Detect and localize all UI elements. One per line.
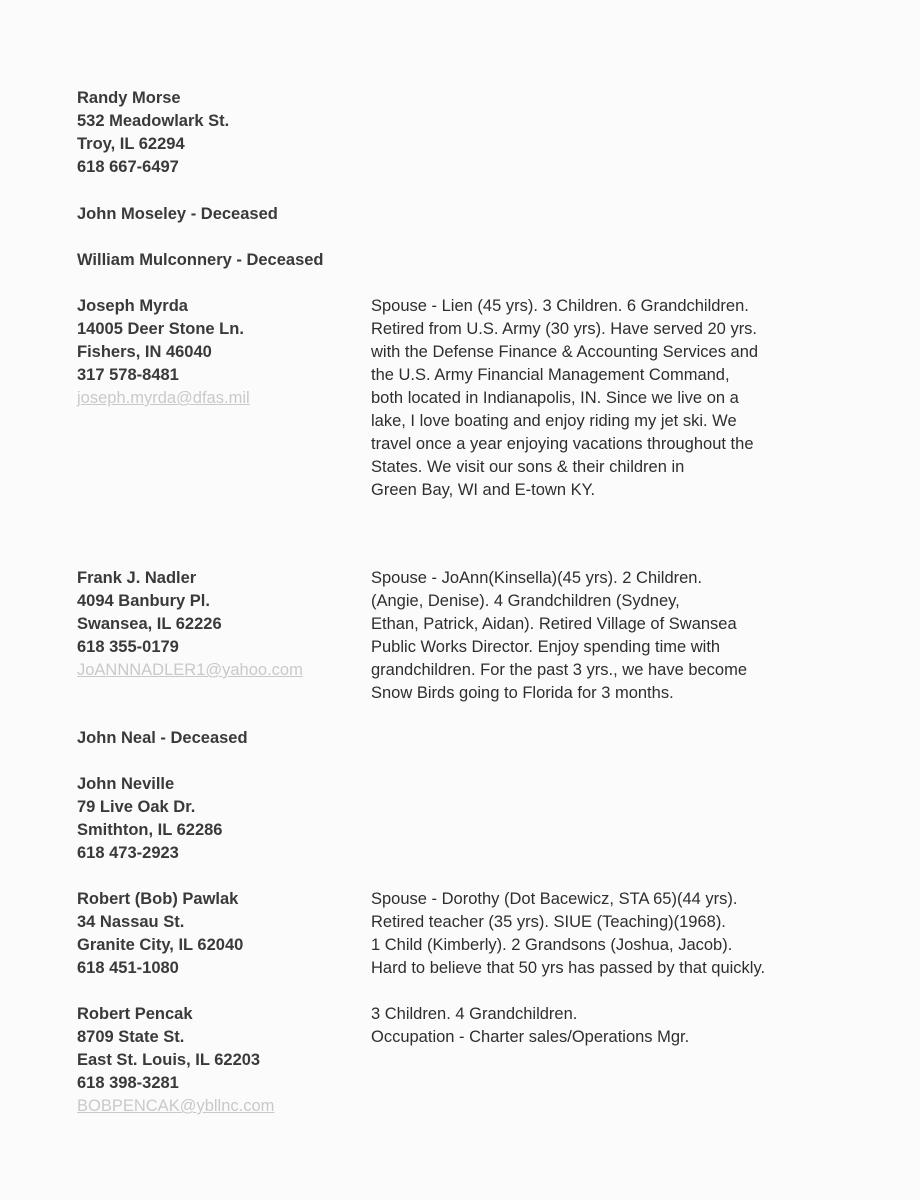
city-state-zip: Smithton, IL 62286 (77, 821, 223, 839)
email-link[interactable]: JoANNNADLER1@yahoo.com (77, 661, 303, 679)
member-name: Joseph Myrda (77, 297, 188, 315)
phone-number: 317 578-8481 (77, 366, 179, 384)
bio-text (371, 888, 871, 980)
bio-line: States. We visit our sons & their children in (371, 458, 685, 476)
bio-line: both located in Indianapolis, IN. Since we live on a (371, 389, 739, 407)
address-block (77, 295, 367, 410)
bio-line: Spouse - Lien (45 yrs). 3 Children. 6 Grandchildren. (371, 297, 749, 315)
phone-number: 618 355-0179 (77, 638, 179, 656)
street-address: 34 Nassau St. (77, 913, 185, 931)
address-block (77, 87, 367, 179)
email-link[interactable]: joseph.myrda@dfas.mil (77, 389, 250, 407)
bio-line: Green Bay, WI and E-town KY. (371, 481, 596, 499)
bio-line: 1 Child (Kimberly). 2 Grandsons (Joshua, Jacob). (371, 936, 733, 954)
bio-line: Snow Birds going to Florida for 3 months. (371, 684, 674, 702)
member-name: John Neville (77, 775, 175, 793)
street-address: 4094 Banbury Pl. (77, 592, 210, 610)
street-address: 532 Meadowlark St. (77, 112, 230, 130)
city-state-zip: Troy, IL 62294 (77, 135, 185, 153)
bio-line: Occupation - Charter sales/Operations Mgr. (371, 1028, 690, 1046)
deceased-entry: John Moseley - Deceased (77, 205, 278, 223)
member-name: Robert Pencak (77, 1005, 193, 1023)
city-state-zip: Granite City, IL 62040 (77, 936, 244, 954)
bio-line: Retired teacher (35 yrs). SIUE (Teaching)(1968). (371, 913, 726, 931)
bio-line: the U.S. Army Financial Management Command, (371, 366, 730, 384)
phone-number: 618 451-1080 (77, 959, 179, 977)
street-address: 79 Live Oak Dr. (77, 798, 196, 816)
phone-number: 618 398-3281 (77, 1074, 179, 1092)
bio-line: grandchildren. For the past 3 yrs., we have become (371, 661, 748, 679)
bio-text (371, 1003, 871, 1049)
bio-text (371, 567, 871, 705)
address-block (77, 1003, 367, 1118)
bio-line: Ethan, Patrick, Aidan). Retired Village of Swansea (371, 615, 737, 633)
member-name: Frank J. Nadler (77, 569, 197, 587)
city-state-zip: Swansea, IL 62226 (77, 615, 222, 633)
phone-number: 618 473-2923 (77, 844, 179, 862)
address-block (77, 888, 367, 980)
bio-line: Spouse - JoAnn(Kinsella)(45 yrs). 2 Children. (371, 569, 703, 587)
address-block (77, 567, 367, 682)
street-address: 14005 Deer Stone Ln. (77, 320, 244, 338)
bio-line: Retired from U.S. Army (30 yrs). Have served 20 yrs. (371, 320, 758, 338)
street-address: 8709 State St. (77, 1028, 185, 1046)
bio-text (371, 295, 871, 502)
bio-line: lake, I love boating and enjoy riding my jet ski. We (371, 412, 737, 430)
bio-line: (Angie, Denise). 4 Grandchildren (Sydney, (371, 592, 680, 610)
member-name: Robert (Bob) Pawlak (77, 890, 239, 908)
deceased-entry: John Neal - Deceased (77, 729, 248, 747)
city-state-zip: Fishers, IN 46040 (77, 343, 212, 361)
bio-line: with the Defense Finance & Accounting Services and (371, 343, 759, 361)
phone-number: 618 667-6497 (77, 158, 179, 176)
deceased-entry: William Mulconnery - Deceased (77, 251, 324, 269)
bio-line: 3 Children. 4 Grandchildren. (371, 1005, 578, 1023)
bio-line: travel once a year enjoying vacations throughout the (371, 435, 754, 453)
member-name: Randy Morse (77, 89, 181, 107)
address-block (77, 773, 367, 865)
bio-line: Spouse - Dorothy (Dot Bacewicz, STA 65)(44 yrs). (371, 890, 738, 908)
email-link[interactable]: BOBPENCAK@ybllnc.com (77, 1097, 275, 1115)
bio-line: Hard to believe that 50 yrs has passed by that quickly. (371, 959, 766, 977)
bio-line: Public Works Director. Enjoy spending time with (371, 638, 721, 656)
city-state-zip: East St. Louis, IL 62203 (77, 1051, 261, 1069)
